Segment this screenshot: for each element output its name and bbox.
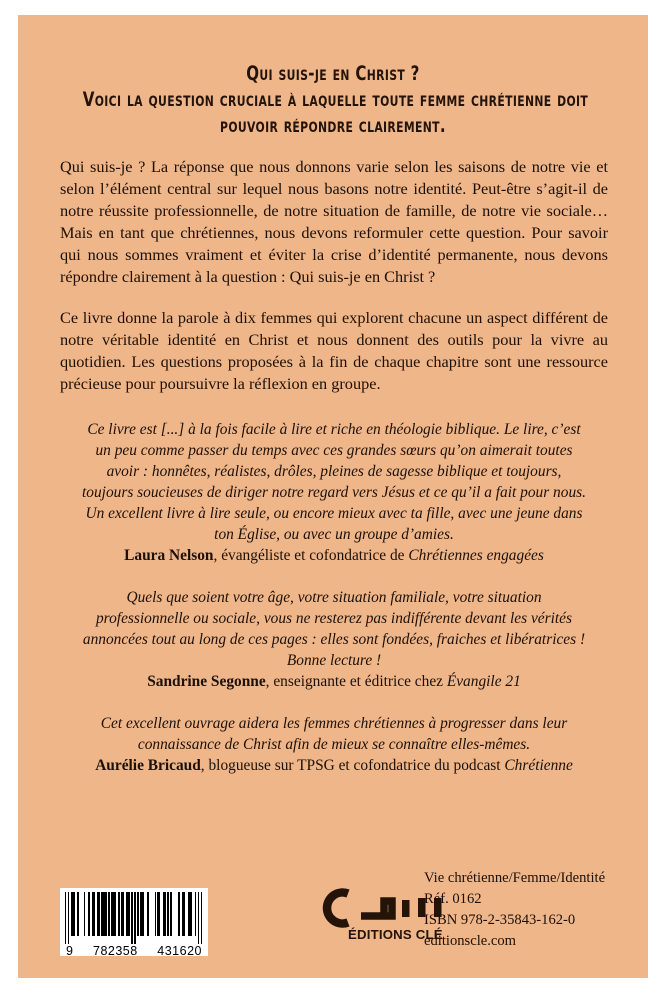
testimonial-org: Évangile 21	[446, 672, 521, 690]
testimonial-author: Laura Nelson	[124, 547, 214, 565]
barcode-group-right: 431620	[157, 944, 202, 958]
headline-line-1: Qui suis-je en Christ ?	[246, 62, 420, 85]
body-copy	[18, 156, 648, 394]
testimonial-role: , évangéliste et cofondatrice de	[213, 547, 409, 565]
testimonial-quote: Quels que soient votre âge, votre situation familiale, votre situation professionnelle ou sociale, vous ne resterez pas indifférente devant les vérités annoncées tout au long de ces pages : elles sont fondées, fraiches et libératrices ! Bonne lecture !	[82, 589, 586, 669]
headline	[62, 15, 604, 139]
testimonial	[82, 714, 586, 777]
publication-metadata	[424, 868, 624, 952]
metadata-category: Vie chrétienne/Femme/Identité	[424, 870, 606, 886]
testimonial-attribution	[82, 546, 586, 567]
testimonial-attribution	[82, 756, 586, 777]
testimonial-org: Chrétiennes engagées	[408, 547, 544, 565]
testimonial-role: , enseignante et éditrice chez	[265, 672, 447, 690]
body-paragraph-2: Ce livre donne la parole à dix femmes qui explorent chacune un aspect différent de notre véritable identité en Christ et nous donnent des outils pour la vivre au quotidien. Les questions proposées à la fin de chaque chapitre sont une ressource précieuse pour poursuivre la réflexion en groupe.	[60, 307, 608, 393]
testimonial-role: , blogueuse sur TPSG et cofondatrice du podcast	[200, 756, 505, 774]
testimonial-author: Aurélie Bricaud	[95, 756, 201, 774]
barcode-group-left: 782358	[93, 944, 138, 958]
publisher-wordmark: ÉDITIONS CLÉ	[348, 927, 443, 942]
metadata-isbn: ISBN 978-2-35843-162-0	[424, 912, 576, 928]
testimonial	[82, 588, 586, 693]
testimonial-org: Chrétienne	[504, 756, 573, 774]
testimonial-list	[18, 420, 648, 776]
barcode-bars	[65, 892, 203, 936]
metadata-reference: Réf. 0162	[424, 891, 482, 907]
testimonial-author: Sandrine Segonne	[147, 672, 266, 690]
testimonial-quote: Cet excellent ouvrage aidera les femmes chrétiennes à progresser dans leur connaissance de Christ afin de mieux se connaître elles-mêmes.	[100, 714, 568, 753]
barcode-digit-left: 9	[66, 944, 74, 958]
barcode-digits	[65, 945, 203, 958]
body-paragraph-1: Qui suis-je ? La réponse que nous donnons varie selon les saisons de notre vie et selon l’élément central sur lequel nous basons notre identité. Peut-être s’agit-il de notre réussite professionnelle, de notre situation de famille, de notre vie sociale… Mais en tant que chrétiennes, nous devons reformuler cette question. Pour savoir qui nous sommes vraiment et éviter la crise d’identité permanente, nous devons répondre clairement à la question : Qui suis-je en Christ ?	[60, 157, 608, 286]
headline-line-2: Voici la question cruciale à laquelle toute femme chrétienne doit	[82, 88, 589, 112]
barcode	[60, 888, 208, 956]
headline-line-3: pouvoir répondre clairement.	[220, 114, 446, 138]
cover-footer	[18, 856, 648, 978]
metadata-website: editionscle.com	[424, 933, 516, 949]
testimonial	[82, 420, 586, 567]
testimonial-quote: Ce livre est [...] à la fois facile à lire et riche en théologie biblique. Le lire, c’est un peu comme passer du temps avec ces grandes sœurs qu’on aimerait toutes avoir : honnêtes, réalistes, drôles, pleines de sagesse biblique et toujours, toujours soucieuses de diriger notre regard vers Jésus et ce qu’il a fait pour nous. Un excellent livre à lire seule, ou encore mieux avec ta fille, avec une jeune dans ton Église, ou avec un groupe d’amies.	[82, 421, 586, 544]
book-back-cover	[18, 15, 648, 978]
testimonial-attribution	[82, 672, 586, 693]
